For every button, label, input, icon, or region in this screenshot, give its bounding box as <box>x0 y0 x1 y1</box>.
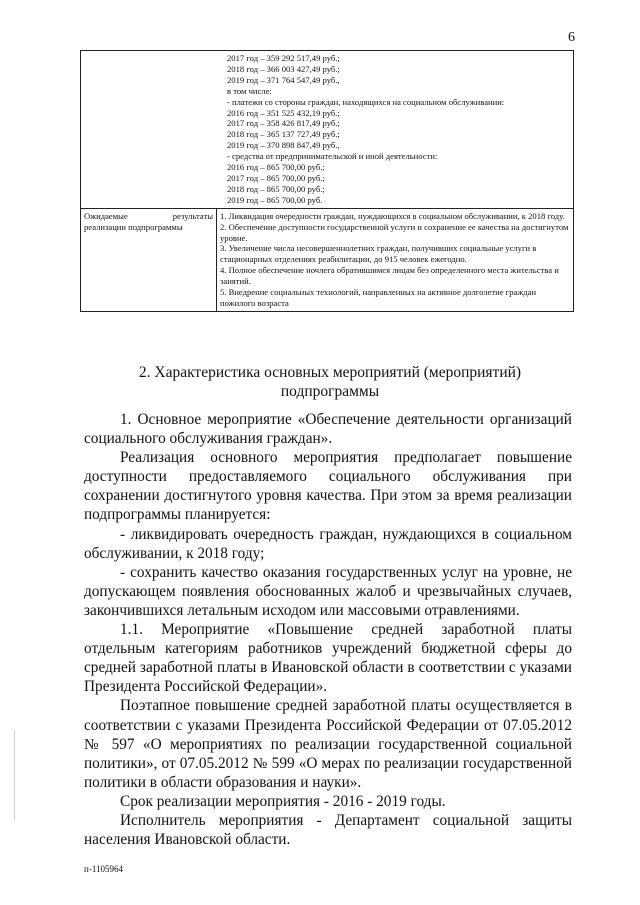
margin-mark <box>14 730 15 820</box>
section-title-line: 2. Характеристика основных мероприятий (мероприятий) <box>138 364 522 381</box>
funding-row <box>81 51 574 209</box>
funding-line: 2019 год – 370 898 847,49 руб., <box>227 140 340 151</box>
subprogram-passport-table <box>80 50 574 312</box>
paragraph: 1. Основное мероприятие «Обеспечение деятельности организаций социального обслуживания граждан». <box>84 411 572 448</box>
paragraph: Реализация основного мероприятия предполагает повышение доступности предоставляемого социального обслуживания при сохранении достигнутого уровня качества. При этом за время реализации подпрограммы планируется: <box>84 449 572 524</box>
paragraph: Поэтапное повышение средней заработной платы осуществляется в соответствии с указами Президента Российской Федерации от 07.05.2012 № 597 «О мероприятиях по реализации государственной социальной политики», от 07.05.2012 № 599 «О мерах по реализации государственной политики в области образования и науки». <box>84 697 572 791</box>
page-number: 6 <box>568 30 575 45</box>
document-code: п-1105964 <box>84 864 123 874</box>
section-title <box>100 363 560 401</box>
paragraph: - сохранить качество оказания государственных услуг на уровне, не допускающем появления обоснованных жалоб и чрезвычайных случаев, закончившихся летальным исходом или массовыми отравлениями. <box>84 563 572 619</box>
funding-line: 2018 год – 366 003 427,49 руб.; <box>227 63 340 74</box>
results-row <box>81 208 574 311</box>
result-item: 1. Ликвидация очередности граждан, нуждающихся в социальном обслуживании, к 2018 году. <box>220 210 565 221</box>
funding-line: 2018 год – 365 137 727,49 руб.; <box>227 129 340 140</box>
funding-line: 2017 год – 865 700,00 руб.; <box>227 172 325 183</box>
paragraph: - ликвидировать очередность граждан, нуждающихся в социальном обслуживании, к 2018 году; <box>84 525 572 562</box>
results-cell <box>217 208 574 311</box>
funding-line: 2019 год – 865 700,00 руб. <box>227 194 323 205</box>
funding-line: 2018 год – 865 700,00 руб.; <box>227 183 325 194</box>
paragraph: Срок реализации мероприятия - 2016 - 2019 годы. <box>120 792 446 810</box>
result-item: 5. Внедрение социальных технологий, направленных на активное долголетие граждан пожилого возраста <box>220 287 537 308</box>
funding-line: в том числе: <box>227 85 272 96</box>
body-text <box>84 410 572 849</box>
paragraph: 1.1. Мероприятие «Повышение средней заработной платы отдельным категориям работников учреждений бюджетной сферы до средней заработной платы в Ивановской области в соответствии с указами Президента Российской Федерации». <box>84 621 572 696</box>
result-item: 3. Увеличение числа несовершеннолетних граждан, получивших социальные услуги в стационарных отделениях реабилитации, до 915 человек ежегодно. <box>220 243 537 265</box>
funding-line: 2017 год – 359 292 517,49 руб.; <box>227 53 340 63</box>
results-label: Ожидаемые результаты реализации подпрограммы <box>81 208 217 311</box>
funding-line: 2017 год – 358 426 817,49 руб.; <box>227 118 340 129</box>
funding-cell <box>81 51 574 209</box>
paragraph: Исполнитель мероприятия - Департамент социальной защиты населения Ивановской области. <box>84 811 572 849</box>
funding-line: 2016 год – 865 700,00 руб.; <box>227 162 325 173</box>
funding-line: 2019 год – 371 764 547,49 руб., <box>227 74 340 85</box>
funding-line: - платежи со стороны граждан, находящихся на социальном обслуживании: <box>227 96 505 107</box>
section-title-line: подпрограммы <box>280 383 380 400</box>
funding-line: - средства от предпринимательской и иной деятельности: <box>227 151 438 162</box>
result-item: 4. Полное обеспечение ночлега обратившимся лицам без определенного места жительства и занятий. <box>220 265 559 287</box>
result-item: 2. Обеспечение доступности государственной услуги и сохранение ее качества на достигнутом уровне. <box>220 221 569 243</box>
funding-line: 2016 год – 351 525 432,19 руб.; <box>227 107 340 118</box>
